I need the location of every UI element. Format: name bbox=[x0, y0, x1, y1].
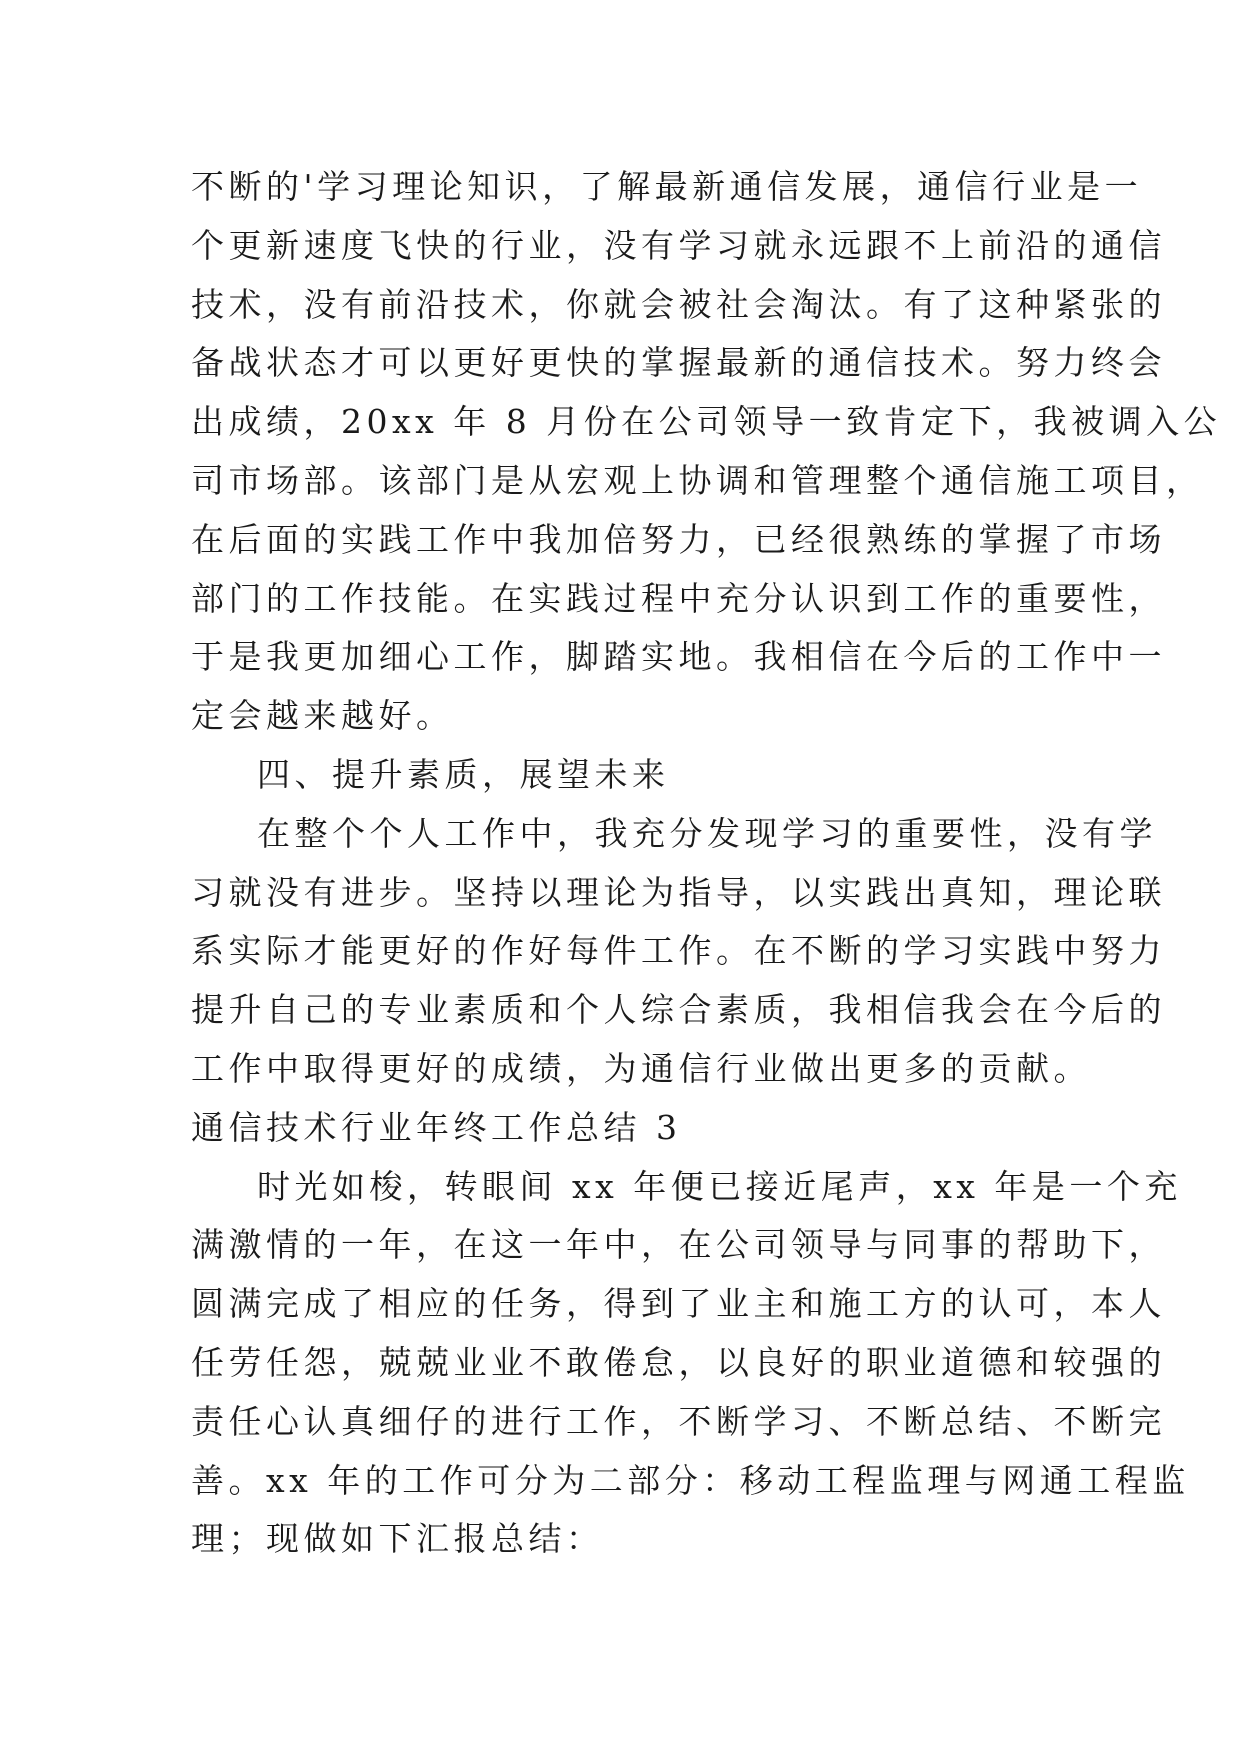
text-line: 出成绩，20xx 年 8 月份在公司领导一致肯定下，我被调入公 bbox=[191, 402, 1222, 442]
text-line: 工作中取得更好的成绩，为通信行业做出更多的贡献。 bbox=[191, 1048, 1091, 1088]
text-line: 通信技术行业年终工作总结 3 bbox=[191, 1107, 682, 1147]
text-line: 个更新速度飞快的行业，没有学习就永远跟不上前沿的通信 bbox=[191, 225, 1166, 265]
document-body bbox=[191, 158, 1222, 1569]
text-line: 在后面的实践工作中我加倍努力，已经很熟练的掌握了市场 bbox=[191, 519, 1166, 559]
text-line: 时光如梭，转眼间 xx 年便已接近尾声，xx 年是一个充 bbox=[257, 1166, 1182, 1206]
text-line: 技术，没有前沿技术，你就会被社会淘汰。有了这种紧张的 bbox=[191, 284, 1166, 324]
text-line: 不断的'学习理论知识，了解最新通信发展，通信行业是一 bbox=[191, 167, 1143, 206]
text-line: 提升自己的专业素质和个人综合素质，我相信我会在今后的 bbox=[191, 990, 1166, 1030]
text-line: 习就没有进步。坚持以理论为指导，以实践出真知，理论联 bbox=[191, 872, 1166, 912]
text-line: 在整个个人工作中，我充分发现学习的重要性，没有学 bbox=[257, 813, 1157, 853]
text-line: 责任心认真细仔的进行工作，不断学习、不断总结、不断完 bbox=[191, 1401, 1166, 1441]
text-line: 理；现做如下汇报总结： bbox=[191, 1519, 604, 1559]
text-line: 任劳任怨，兢兢业业不敢倦怠，以良好的职业道德和较强的 bbox=[191, 1342, 1166, 1382]
text-line: 司市场部。该部门是从宏观上协调和管理整个通信施工项目， bbox=[191, 460, 1204, 500]
text-line: 定会越来越好。 bbox=[191, 696, 454, 736]
text-line: 四、提升素质，展望未来 bbox=[257, 754, 670, 794]
text-line: 圆满完成了相应的任务，得到了业主和施工方的认可，本人 bbox=[191, 1284, 1166, 1324]
text-line: 于是我更加细心工作，脚踏实地。我相信在今后的工作中一 bbox=[191, 637, 1166, 677]
text-line: 满激情的一年，在这一年中，在公司领导与同事的帮助下， bbox=[191, 1225, 1166, 1265]
text-line: 备战状态才可以更好更快的掌握最新的通信技术。努力终会 bbox=[191, 343, 1166, 383]
text-line: 部门的工作技能。在实践过程中充分认识到工作的重要性， bbox=[191, 578, 1166, 618]
text-line: 善。xx 年的工作可分为二部分：移动工程监理与网通工程监 bbox=[191, 1460, 1190, 1500]
text-line: 系实际才能更好的作好每件工作。在不断的学习实践中努力 bbox=[191, 931, 1166, 971]
